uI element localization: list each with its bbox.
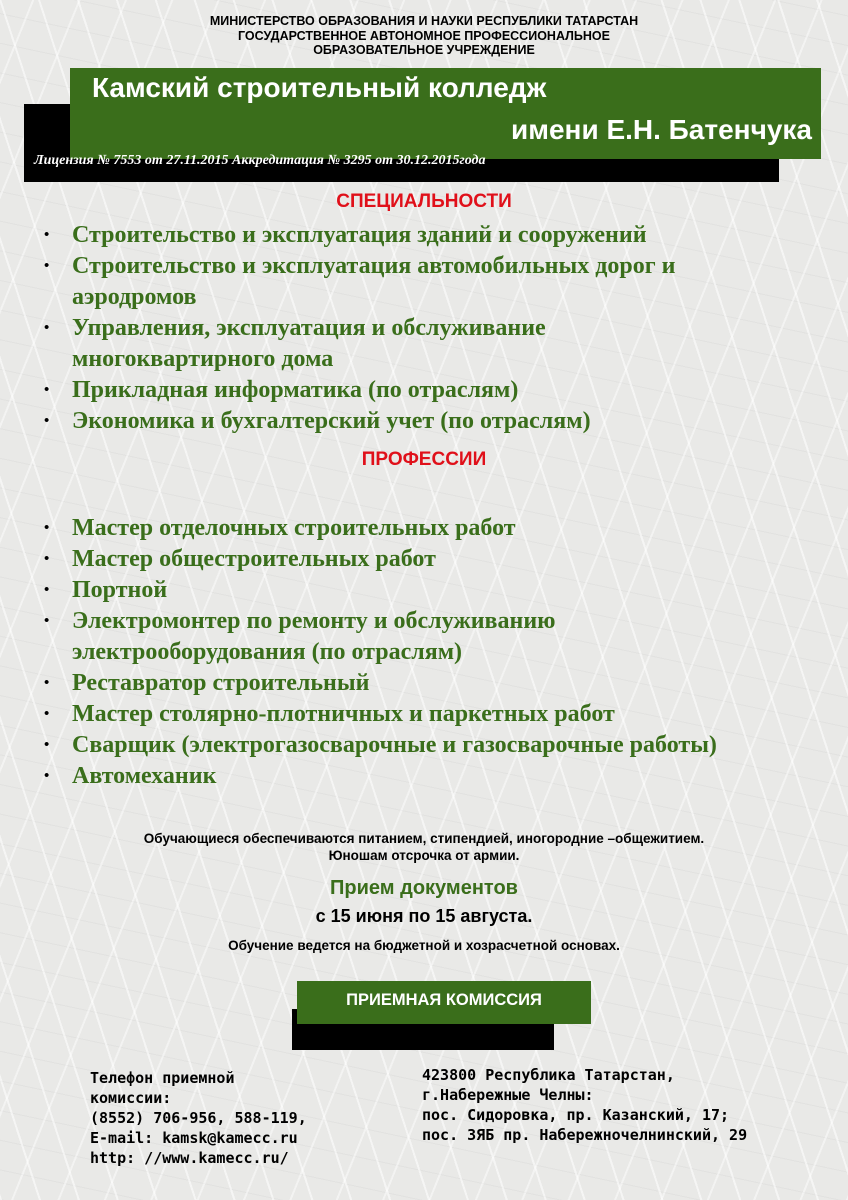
ministry-line-2: ГОСУДАРСТВЕННОЕ АВТОНОМНОЕ ПРОФЕССИОНАЛЬНОЕ (238, 28, 610, 43)
address-line-4: пос. ЗЯБ пр. Набережночелнинский, 29 (422, 1126, 748, 1144)
professions-heading: ПРОФЕССИИ (361, 449, 487, 470)
website: http: //www.kamecc.ru/ (90, 1149, 289, 1167)
list-item: • Реставратор строительный (0, 668, 717, 699)
address-block (422, 1065, 747, 1145)
bullet-icon: • (44, 737, 50, 753)
committee-label: ПРИЕМНАЯ КОМИССИЯ (346, 991, 542, 1009)
address-line-2: г.Набережные Челны: (422, 1086, 594, 1104)
bullet-icon: • (44, 613, 50, 629)
list-item: • Строительство и эксплуатация зданий и сооружений (0, 220, 792, 251)
bullet-icon: • (44, 551, 50, 567)
list-item: • Автомеханик (0, 761, 717, 792)
professions-list (0, 513, 717, 792)
specialties-list (0, 220, 792, 437)
ministry-line-3: ОБРАЗОВАТЕЛЬНОЕ УЧРЕЖДЕНИЕ (313, 43, 535, 57)
list-item: • Электромонтер по ремонту и обслуживанию электрооборудования (по отраслям) (44, 608, 556, 665)
ministry-header (0, 14, 848, 58)
specialties-heading: СПЕЦИАЛЬНОСТИ (336, 191, 512, 212)
list-item: • Управления, эксплуатация и обслуживание многоквартирного дома (44, 315, 546, 372)
address-line-1: 423800 Республика Татарстан, (422, 1066, 675, 1084)
list-item: • Мастер общестроительных работ (0, 544, 717, 575)
phone-numbers: (8552) 706-956, 588-119, (90, 1109, 307, 1127)
bullet-icon: • (44, 520, 50, 536)
bullet-icon: • (44, 258, 50, 274)
bullet-icon: • (44, 227, 50, 243)
list-item: • Мастер отделочных строительных работ (0, 513, 717, 544)
license-info: Лицензия № 7553 от 27.11.2015 Аккредитация № 3295 от 30.12.2015года (34, 153, 486, 168)
bullet-icon: • (44, 320, 50, 336)
bullet-icon: • (44, 675, 50, 691)
list-item: • Прикладная информатика (по отраслям) (0, 375, 792, 406)
admission-title: Прием документов (330, 877, 518, 899)
bullet-icon: • (44, 582, 50, 598)
list-item: • Сварщик (электрогазосварочные и газосварочные работы) (0, 730, 717, 761)
bullet-icon: • (44, 382, 50, 398)
list-item: • Строительство и эксплуатация автомобильных дорог и аэродромов (44, 253, 676, 310)
list-item: • Портной (0, 575, 717, 606)
list-item: • Экономика и бухгалтерский учет (по отраслям) (0, 406, 792, 437)
address-line-3: пос. Сидоровка, пр. Казанский, 17; (422, 1106, 730, 1124)
phone-label-line-1: Телефон приемной (90, 1069, 235, 1087)
phone-label-line-2: комиссии: (90, 1089, 172, 1107)
ministry-line-1: МИНИСТЕРСТВО ОБРАЗОВАНИЯ И НАУКИ РЕСПУБЛИКИ ТАТАРСТАН (209, 14, 639, 28)
bullet-icon: • (44, 768, 50, 784)
funding-note: Обучение ведется на бюджетной и хозрасчетной основах. (228, 938, 620, 953)
benefits-line-1: Обучающиеся обеспечиваются питанием, стипендией, иногородние –общежитием. (143, 831, 705, 846)
phone-contacts (90, 1068, 307, 1168)
bullet-icon: • (44, 413, 50, 429)
benefits-note (0, 830, 848, 864)
list-item: • Мастер столярно-плотничных и паркетных работ (0, 699, 717, 730)
bullet-icon: • (44, 706, 50, 722)
college-title-line-2: имени Е.Н. Батенчука (511, 114, 812, 145)
email: E-mail: kamsk@kamecc.ru (90, 1129, 298, 1147)
benefits-line-2: Юношам отсрочка от армии. (328, 848, 520, 863)
college-title-line-1: Камский строительный колледж (92, 72, 547, 103)
admission-dates: с 15 июня по 15 августа. (315, 906, 533, 926)
